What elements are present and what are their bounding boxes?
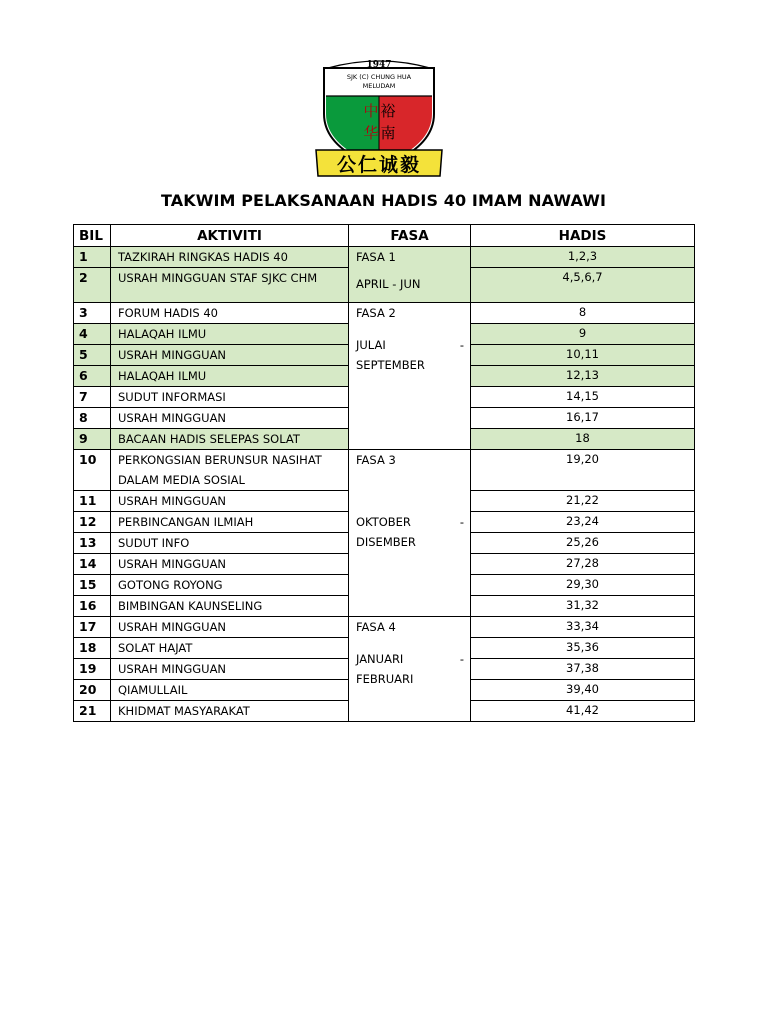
phase-name: FASA 4 (356, 620, 396, 634)
row-number: 20 (74, 680, 111, 701)
hadis-cell: 35,36 (471, 638, 695, 659)
activity-cell: PERKONGSIAN BERUNSUR NASIHAT DALAM MEDIA SOSIAL (111, 450, 349, 491)
phase-cell-2 (349, 303, 471, 450)
row-number: 18 (74, 638, 111, 659)
phase-name: FASA 3 (356, 453, 396, 467)
hadis-cell: 21,22 (471, 491, 695, 512)
phase-period-start-row (356, 512, 464, 532)
phase-period-end: DISEMBER (356, 535, 416, 549)
row-number: 12 (74, 512, 111, 533)
phase-period-start: OKTOBER (356, 515, 411, 529)
phase-name: FASA 2 (356, 306, 396, 320)
row-number: 5 (74, 345, 111, 366)
activity-cell: USRAH MINGGUAN (111, 408, 349, 429)
row-number: 4 (74, 324, 111, 345)
phase-period-dash: - (459, 652, 464, 666)
crest-school-line2: MELUDAM (362, 82, 396, 90)
column-header-fasa: FASA (349, 225, 471, 247)
phase-name: FASA 1 (356, 250, 396, 264)
activity-cell: KHIDMAT MASYARAKAT (111, 701, 349, 722)
table-row (74, 247, 695, 268)
hadis-cell: 33,34 (471, 617, 695, 638)
phase-period-dash: - (459, 515, 464, 529)
row-number: 7 (74, 387, 111, 408)
hadis-cell: 23,24 (471, 512, 695, 533)
phase-cell-4 (349, 617, 471, 722)
row-number: 1 (74, 247, 111, 268)
crest-motto: 公仁诚毅 (336, 155, 422, 176)
crest-char-left-1: 中 (363, 103, 379, 120)
activity-cell: SOLAT HAJAT (111, 638, 349, 659)
activity-cell: TAZKIRAH RINGKAS HADIS 40 (111, 247, 349, 268)
row-number: 6 (74, 366, 111, 387)
schedule-table (73, 224, 695, 722)
hadis-cell: 1,2,3 (471, 247, 695, 268)
column-header-aktiviti: AKTIVITI (111, 225, 349, 247)
phase-period-start: JULAI (356, 338, 386, 352)
row-number: 21 (74, 701, 111, 722)
document-title: TAKWIM PELAKSANAAN HADIS 40 IMAM NAWAWI (160, 191, 607, 210)
activity-cell: PERBINCANGAN ILMIAH (111, 512, 349, 533)
activity-cell: SUDUT INFO (111, 533, 349, 554)
hadis-cell: 31,32 (471, 596, 695, 617)
row-number: 11 (74, 491, 111, 512)
column-header-bil: BIL (74, 225, 111, 247)
column-header-hadis: HADIS (471, 225, 695, 247)
phase-cell-1 (349, 247, 471, 303)
hadis-cell: 18 (471, 429, 695, 450)
crest-char-right-1: 裕 (380, 103, 396, 120)
table-row (74, 617, 695, 638)
phase-period-end: FEBRUARI (356, 672, 414, 686)
row-number: 10 (74, 450, 111, 491)
activity-cell: USRAH MINGGUAN STAF SJKC CHM (111, 268, 349, 303)
hadis-cell: 9 (471, 324, 695, 345)
table-header-row (74, 225, 695, 247)
hadis-cell: 37,38 (471, 659, 695, 680)
hadis-cell: 4,5,6,7 (471, 268, 695, 303)
row-number: 3 (74, 303, 111, 324)
crest-school-line1: SJK (C) CHUNG HUA (346, 73, 412, 81)
hadis-cell: 16,17 (471, 408, 695, 429)
hadis-cell: 10,11 (471, 345, 695, 366)
row-number: 17 (74, 617, 111, 638)
hadis-cell: 14,15 (471, 387, 695, 408)
hadis-cell: 41,42 (471, 701, 695, 722)
hadis-cell: 39,40 (471, 680, 695, 701)
activity-cell: HALAQAH ILMU (111, 324, 349, 345)
activity-cell: FORUM HADIS 40 (111, 303, 349, 324)
activity-cell: HALAQAH ILMU (111, 366, 349, 387)
activity-cell: USRAH MINGGUAN (111, 554, 349, 575)
activity-cell: BIMBINGAN KAUNSELING (111, 596, 349, 617)
activity-cell: USRAH MINGGUAN (111, 617, 349, 638)
activity-cell: QIAMULLAIL (111, 680, 349, 701)
hadis-cell: 29,30 (471, 575, 695, 596)
phase-period-start-row (356, 649, 464, 669)
crest-char-left-2: 华 (363, 125, 379, 142)
row-number: 14 (74, 554, 111, 575)
row-number: 13 (74, 533, 111, 554)
row-number: 9 (74, 429, 111, 450)
hadis-cell: 12,13 (471, 366, 695, 387)
phase-period-dash: - (459, 338, 464, 352)
hadis-cell: 25,26 (471, 533, 695, 554)
activity-cell: USRAH MINGGUAN (111, 659, 349, 680)
table-row (74, 450, 695, 491)
hadis-cell: 27,28 (471, 554, 695, 575)
row-number: 19 (74, 659, 111, 680)
row-number: 2 (74, 268, 111, 303)
row-number: 8 (74, 408, 111, 429)
activity-cell: SUDUT INFORMASI (111, 387, 349, 408)
row-number: 16 (74, 596, 111, 617)
hadis-cell: 8 (471, 303, 695, 324)
phase-period: APRIL - JUN (356, 277, 421, 291)
hadis-cell: 19,20 (471, 450, 695, 491)
crest-char-right-2: 南 (380, 125, 396, 142)
phase-cell-3 (349, 450, 471, 617)
activity-cell: GOTONG ROYONG (111, 575, 349, 596)
crest-year: 1947 (366, 60, 392, 70)
activity-cell: BACAAN HADIS SELEPAS SOLAT (111, 429, 349, 450)
activity-cell: USRAH MINGGUAN (111, 345, 349, 366)
phase-period-start: JANUARI (356, 652, 404, 666)
school-crest-logo (314, 56, 444, 180)
phase-period-end: SEPTEMBER (356, 358, 425, 372)
table-row (74, 303, 695, 324)
phase-period-start-row (356, 335, 464, 355)
activity-cell: USRAH MINGGUAN (111, 491, 349, 512)
row-number: 15 (74, 575, 111, 596)
